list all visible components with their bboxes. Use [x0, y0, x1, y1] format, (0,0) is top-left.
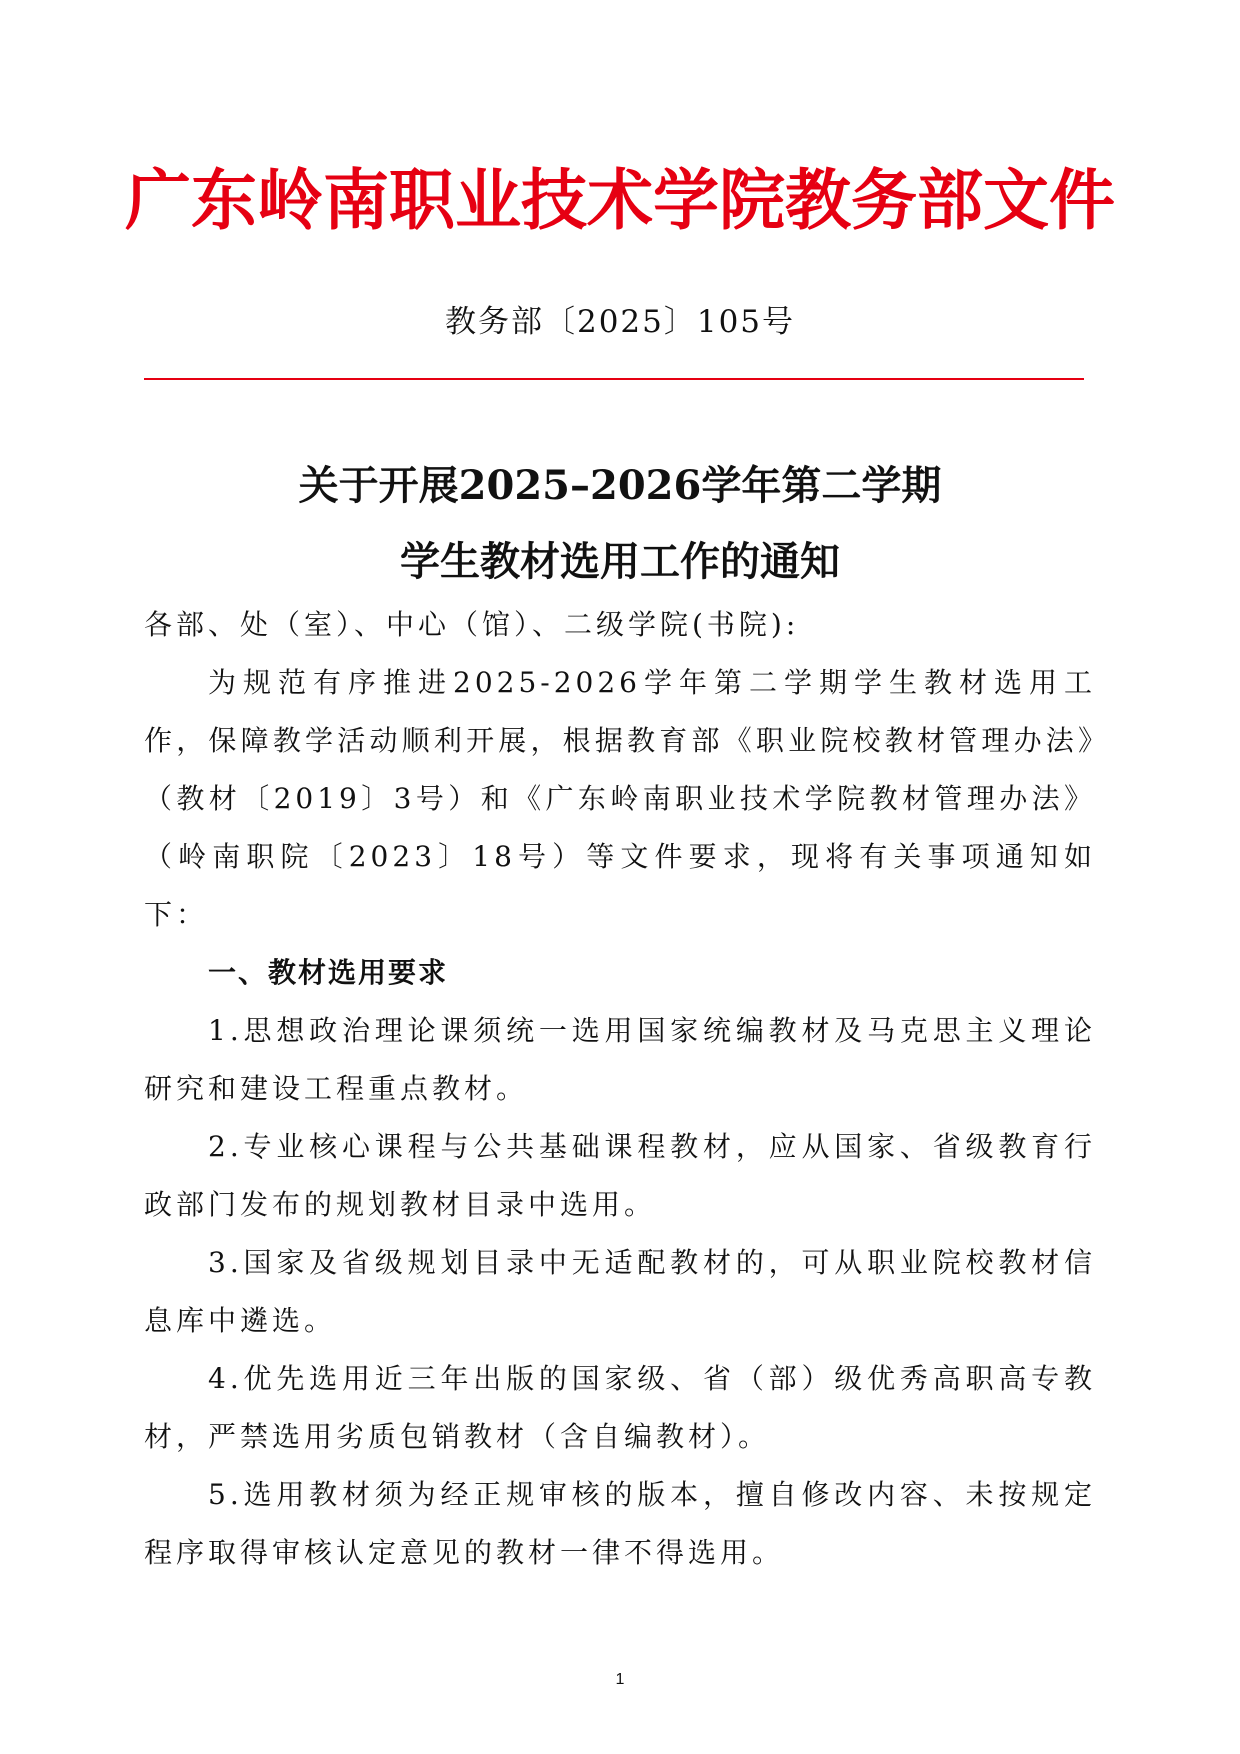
salutation: 各部、处（室）、中心（馆）、二级学院(书院): — [144, 608, 800, 641]
page-number: 1 — [615, 1671, 625, 1688]
masthead-title: 广东岭南职业技术学院教务部文件 — [125, 161, 1115, 239]
requirement-item-3: 3.国家及省级规划目录中无适配教材的，可从职业院校教材信息库中遴选。 — [144, 1246, 1096, 1337]
document-number: 教务部〔2025〕105号 — [444, 304, 796, 340]
red-divider-line — [144, 378, 1084, 380]
document-title-line-1: 关于开展2025–2026学年第二学期 — [298, 462, 942, 509]
requirement-item-5: 5.选用教材须为经正规审核的版本，擅自修改内容、未按规定程序取得审核认定意见的教材一律不得选用。 — [144, 1478, 1096, 1569]
document-title-line-2: 学生教材选用工作的通知 — [400, 538, 840, 585]
intro-paragraph: 为规范有序推进2025-2026学年第二学期学生教材选用工作，保障教学活动顺利开展，根据教育部《职业院校教材管理办法》（教材〔2019〕3号）和《广东岭南职业技术学院教材管理办法》（岭南职院〔2023〕18号）等文件要求，现将有关事项通知如下： — [144, 666, 1096, 931]
document-body — [144, 596, 1096, 1582]
requirement-item-4: 4.优先选用近三年出版的国家级、省（部）级优秀高职高专教材，严禁选用劣质包销教材（含自编教材）。 — [144, 1362, 1096, 1453]
requirement-item-1: 1.思想政治理论课须统一选用国家统编教材及马克思主义理论研究和建设工程重点教材。 — [144, 1014, 1096, 1105]
requirement-item-2: 2.专业核心课程与公共基础课程教材，应从国家、省级教育行政部门发布的规划教材目录中选用。 — [144, 1130, 1096, 1221]
section-heading-1: 一、教材选用要求 — [208, 956, 449, 989]
